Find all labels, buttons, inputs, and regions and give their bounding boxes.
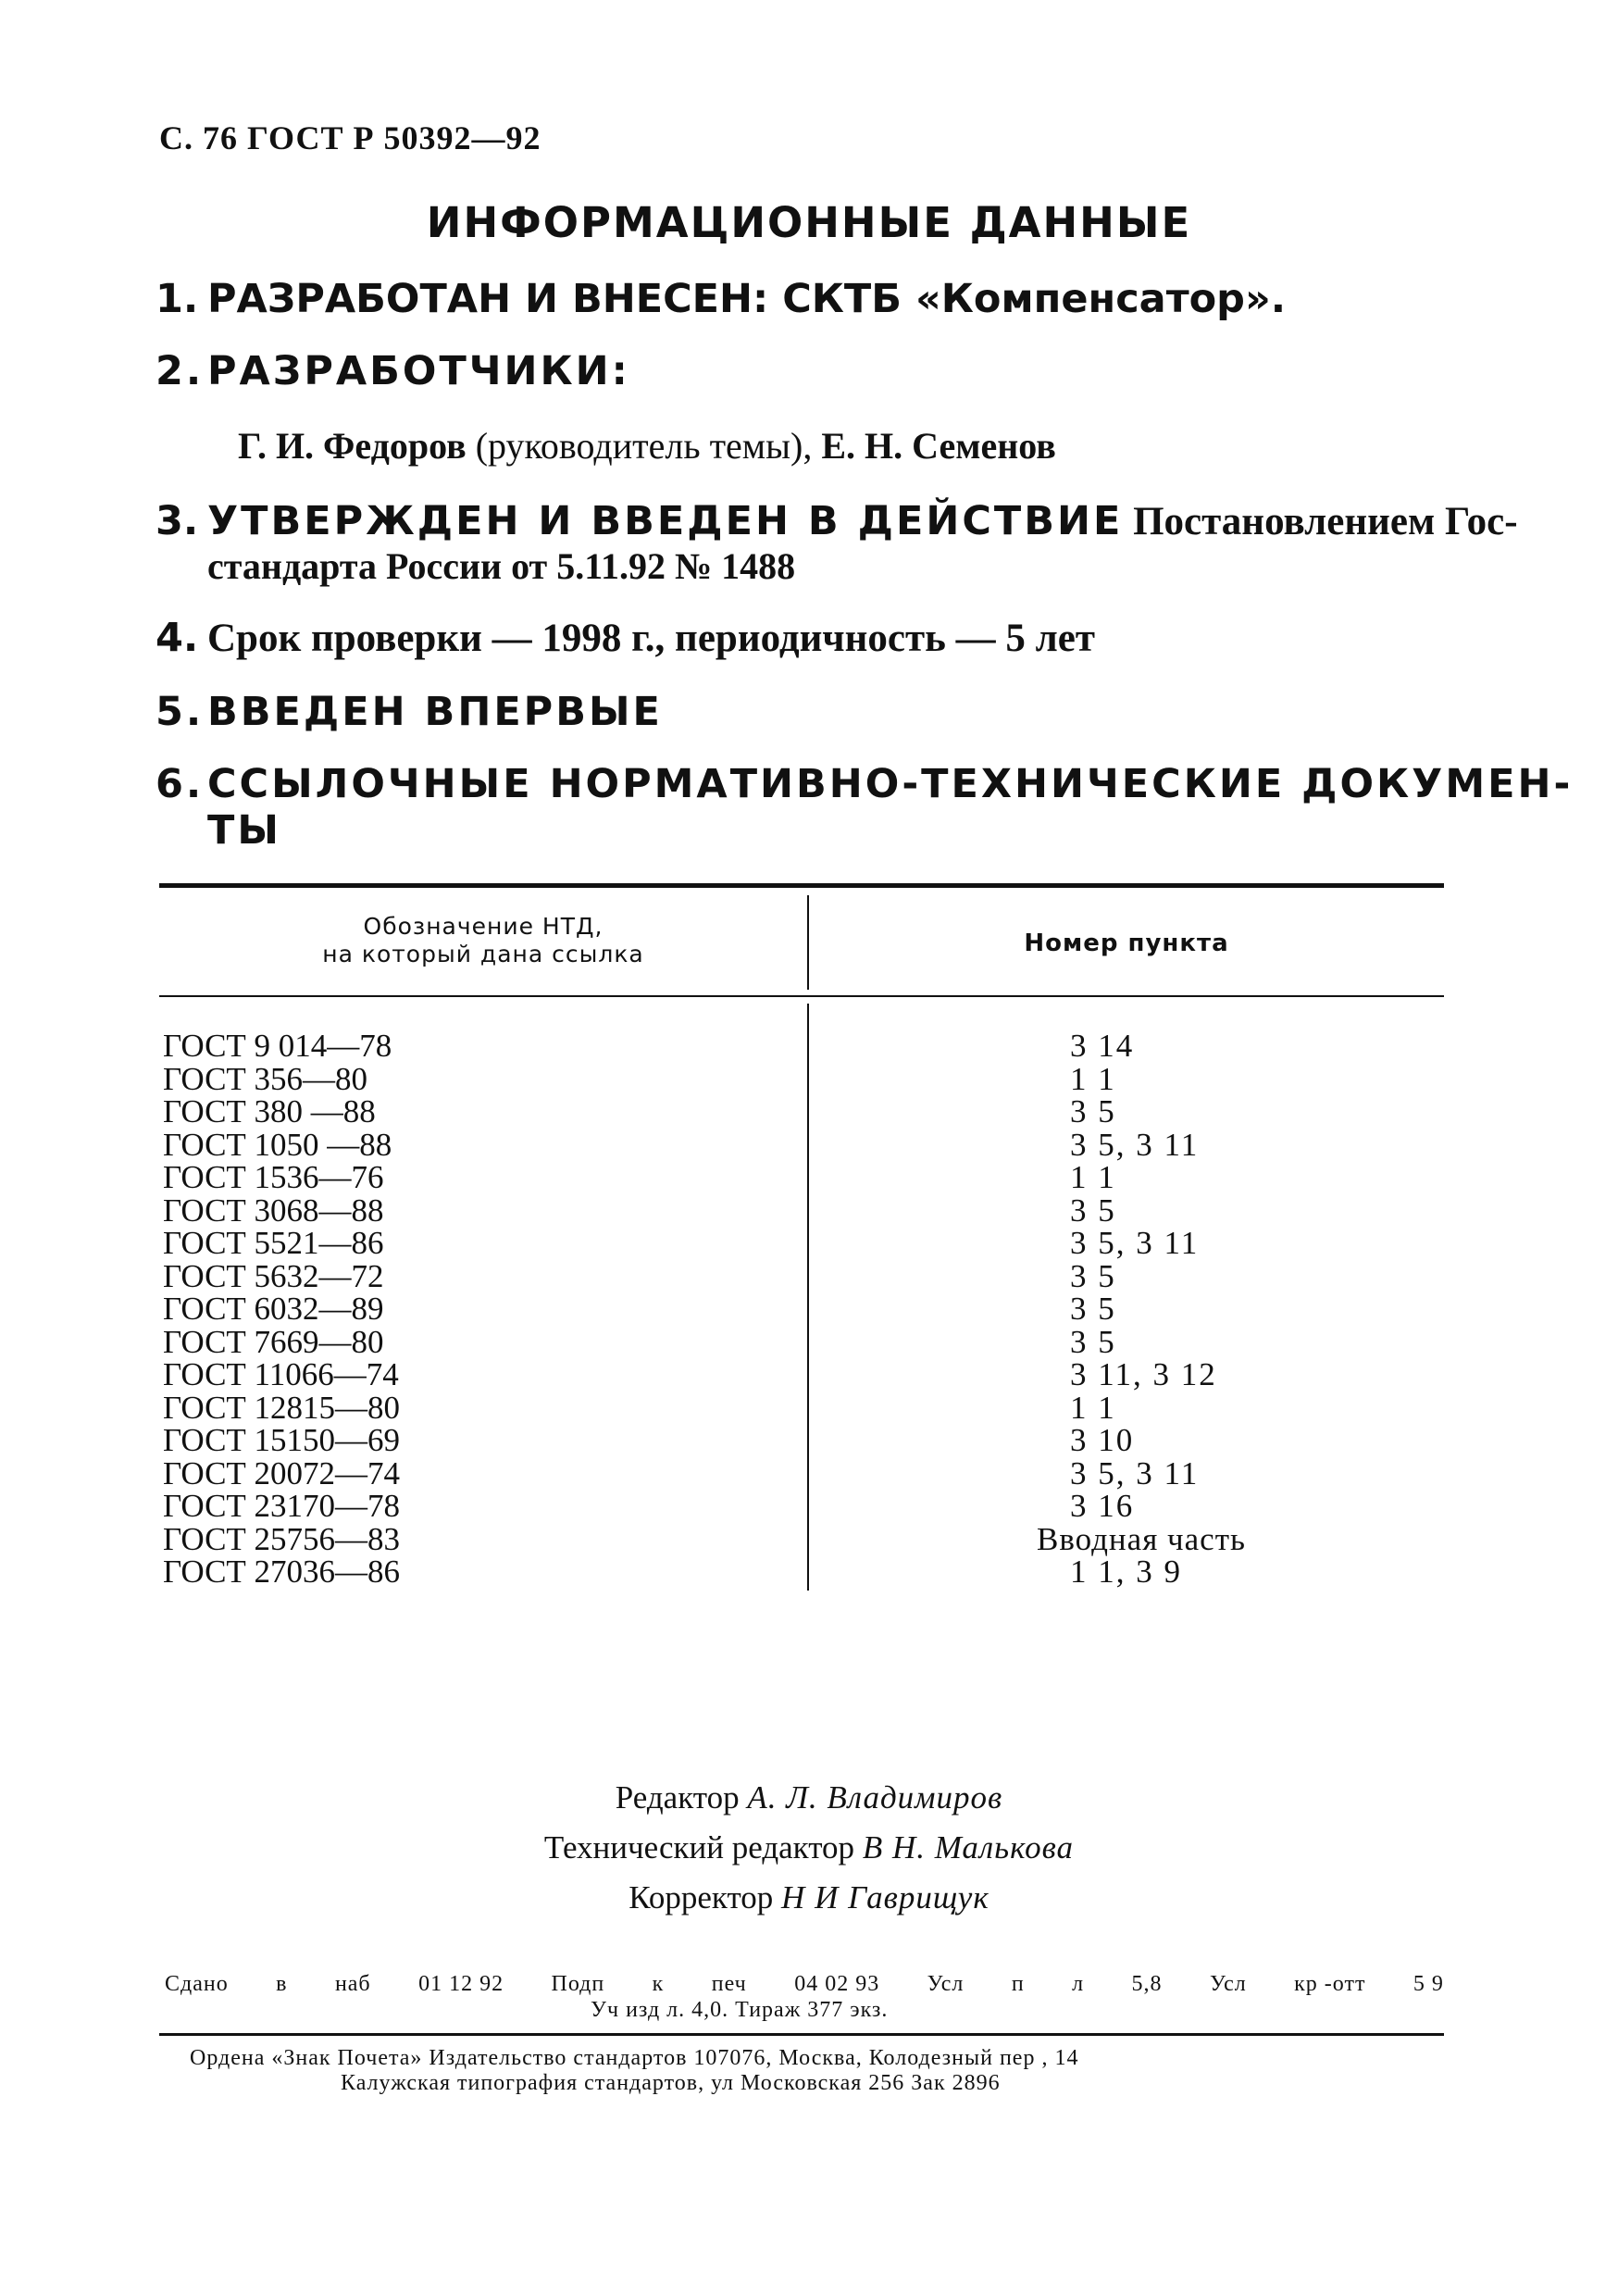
print-info-part: к [652, 1972, 665, 1996]
info-item-3-continuation: стандарта России от 5.11.92 № 1488 [207, 545, 796, 587]
print-info-part: 5 9 [1413, 1972, 1444, 1996]
table-header-rule [159, 995, 1444, 997]
item-text: ССЫЛОЧНЫЕ НОРМАТИВНО-ТЕХНИЧЕСКИЕ ДОКУМЕН- [207, 761, 1574, 807]
item-cell: 3 5 [1070, 1192, 1116, 1229]
print-info-part: п [1011, 1972, 1025, 1996]
info-item-1 [156, 276, 1286, 322]
header-line: на который дана ссылка [322, 941, 644, 967]
ntd-cell: ГОСТ 380 —88 [163, 1093, 376, 1129]
ntd-cell: ГОСТ 12815—80 [163, 1389, 401, 1426]
item-text: ВВЕДЕН ВПЕРВЫЕ [207, 689, 663, 735]
print-info-part: в [276, 1972, 288, 1996]
table-column-divider [807, 1004, 809, 1591]
print-info-part: Усл [927, 1972, 965, 1996]
credit-label: Редактор [615, 1779, 748, 1816]
publisher-line-2: Калужская типография стандартов, ул Московская 256 Зак 2896 [341, 2071, 1001, 2095]
item-cell: 3 14 [1070, 1028, 1135, 1064]
ntd-cell: ГОСТ 15150—69 [163, 1422, 401, 1458]
credit-editor [0, 1779, 1618, 1816]
item-cell: 1 1 [1070, 1389, 1116, 1426]
print-info-part: Сдано [165, 1972, 229, 1996]
item-cell: 3 5, 3 11 [1070, 1126, 1200, 1163]
print-info-part: печ [711, 1972, 747, 1996]
item-number: 5. [156, 689, 205, 735]
print-info-part: 04 02 93 [794, 1972, 880, 1996]
ntd-cell: ГОСТ 3068—88 [163, 1192, 384, 1229]
print-info-part: 5,8 [1131, 1972, 1163, 1996]
ntd-cell: ГОСТ 20072—74 [163, 1454, 401, 1491]
item-text: РАЗРАБОТАН И ВНЕСЕН: СКТБ «Компенсатор». [207, 276, 1287, 322]
info-item-5 [156, 689, 663, 735]
table-top-rule [159, 883, 1444, 888]
item-cell: 3 5, 3 11 [1070, 1225, 1200, 1261]
item-cell: 1 1 [1070, 1159, 1116, 1195]
item-text: РАЗРАБОТЧИКИ: [207, 348, 630, 394]
ntd-cell: ГОСТ 25756—83 [163, 1520, 401, 1557]
item-number: 4. [156, 615, 199, 661]
ntd-cell: ГОСТ 9 014—78 [163, 1028, 392, 1064]
item-number: 6. [156, 761, 205, 807]
table-header-item-number: Номер пункта [1024, 930, 1229, 957]
ntd-cell: ГОСТ 7669—80 [163, 1323, 384, 1360]
developer-name: Г. И. Федоров [238, 425, 467, 467]
info-item-3 [156, 498, 1518, 544]
ntd-cell: ГОСТ 1536—76 [163, 1159, 384, 1195]
item-cell: 1 1 [1070, 1060, 1116, 1097]
print-info-part: наб [334, 1972, 371, 1996]
item-text-bold: УТВЕРЖДЕН И ВВЕДЕН В ДЕЙСТВИЕ [207, 498, 1124, 544]
print-info-line [165, 1972, 1444, 1997]
document-title: ИНФОРМАЦИОННЫЕ ДАННЫЕ [426, 198, 1192, 247]
info-item-4 [156, 615, 1095, 661]
table-column-ntd [163, 1029, 400, 1589]
developer-name: Е. Н. Семенов [821, 425, 1056, 467]
print-info-part: кр -отт [1294, 1972, 1366, 1996]
ntd-cell: ГОСТ 1050 —88 [163, 1126, 392, 1163]
ntd-cell: ГОСТ 5632—72 [163, 1257, 384, 1294]
developers-line [238, 424, 1056, 468]
item-cell: 3 5 [1070, 1257, 1116, 1294]
info-item-6-continuation: ТЫ [207, 807, 281, 854]
item-text: Постановлением Гос- [1123, 500, 1518, 543]
info-item-6 [156, 761, 1573, 807]
publisher-line-1: Ордена «Знак Почета» Издательство стандартов 107076, Москва, Колодезный пер , 14 [190, 2046, 1079, 2070]
header-line: Обозначение НТД, [363, 913, 604, 940]
item-cell: Вводная часть [1037, 1520, 1246, 1557]
item-cell: 1 1, 3 9 [1070, 1554, 1182, 1590]
credit-tech-editor [0, 1829, 1618, 1866]
item-cell: 3 5 [1070, 1323, 1116, 1360]
ntd-cell: ГОСТ 356—80 [163, 1060, 368, 1097]
footer-rule [159, 2033, 1444, 2036]
item-text: Срок проверки — 1998 г., периодичность — 5 лет [207, 617, 1095, 660]
credit-name: В Н. Малькова [862, 1829, 1075, 1866]
table-header-ntd [159, 913, 807, 968]
print-info-line-2: Уч изд л. 4,0. Тираж 377 экз. [591, 1998, 889, 2022]
credit-label: Корректор [629, 1879, 782, 1915]
item-cell: 3 11, 3 12 [1070, 1356, 1217, 1392]
credit-name: Н И Гаврищук [781, 1879, 989, 1915]
item-number: 1. [156, 276, 199, 322]
credit-corrector [0, 1879, 1618, 1916]
credit-label: Технический редактор [543, 1829, 863, 1866]
page-header: С. 76 ГОСТ Р 50392—92 [159, 119, 541, 156]
print-info-part: л [1072, 1972, 1085, 1996]
ntd-cell: ГОСТ 5521—86 [163, 1225, 384, 1261]
item-cell: 3 5, 3 11 [1070, 1454, 1200, 1491]
item-cell: 3 5 [1070, 1093, 1116, 1129]
ntd-cell: ГОСТ 6032—89 [163, 1291, 384, 1327]
item-number: 2. [156, 348, 205, 394]
ntd-cell: ГОСТ 11066—74 [163, 1356, 399, 1392]
table-column-item [1037, 1028, 1246, 1590]
item-cell: 3 16 [1070, 1488, 1135, 1524]
ntd-cell: ГОСТ 23170—78 [163, 1488, 401, 1524]
item-cell: 3 5 [1070, 1291, 1116, 1327]
print-info-part: Подп [551, 1972, 605, 1996]
developer-role: (руководитель темы), [466, 425, 822, 467]
print-info-part: Усл [1209, 1972, 1247, 1996]
info-item-2 [156, 348, 630, 394]
item-cell: 3 10 [1070, 1422, 1135, 1458]
print-info-part: 01 12 92 [418, 1972, 504, 1996]
ntd-cell: ГОСТ 27036—86 [163, 1554, 401, 1590]
credit-name: А. Л. Владимиров [747, 1779, 1003, 1816]
item-number: 3. [156, 498, 199, 544]
